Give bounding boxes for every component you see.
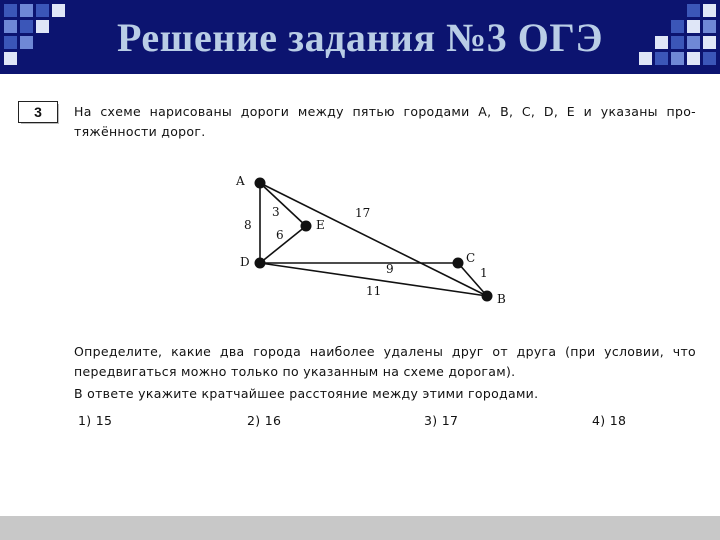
answer-option-3[interactable]: 3) 17: [424, 413, 459, 428]
city-e-node: [301, 221, 312, 232]
city-a-label: A: [236, 174, 245, 188]
answer-option-1[interactable]: 1) 15: [78, 413, 113, 428]
city-a-node: [255, 178, 266, 189]
task-instruction: В ответе укажите кратчайшее расстояние между этими городами.: [74, 386, 539, 401]
road-c-b-length: 1: [480, 266, 488, 280]
task-number: 3: [18, 101, 58, 123]
task-intro-line: тяжённости дорог.: [74, 124, 206, 139]
city-b-node: [482, 291, 493, 302]
answer-option-4[interactable]: 4) 18: [592, 413, 627, 428]
road-a-e-length: 3: [272, 205, 280, 219]
city-b-label: B: [497, 292, 506, 306]
road-a-b-length: 17: [355, 206, 371, 220]
task-question-line: Определите, какие два города наиболее удалены друг от друга (при условии, что: [74, 344, 696, 359]
road-a-d-length: 8: [244, 218, 252, 232]
road-a-e: [260, 183, 306, 226]
task-question: [74, 342, 696, 382]
city-e-label: E: [316, 218, 325, 232]
city-c-node: [453, 258, 464, 269]
task-intro-line: На схеме нарисованы дороги между пятью городами A, B, C, D, E и указаны про-: [74, 104, 696, 119]
road-d-c-length: 9: [386, 262, 394, 276]
city-c-label: C: [466, 251, 476, 265]
city-d-node: [255, 258, 266, 269]
road-e-d-length: 6: [276, 228, 284, 242]
answer-option-2[interactable]: 2) 16: [247, 413, 282, 428]
slide-footer: [0, 516, 720, 540]
page-title: Решение задания №3 ОГЭ: [117, 15, 603, 60]
city-d-label: D: [240, 255, 250, 269]
road-d-b-length: 11: [366, 284, 382, 298]
task-question-line: передвигаться можно только по указанным на схеме дорогам).: [74, 364, 516, 379]
